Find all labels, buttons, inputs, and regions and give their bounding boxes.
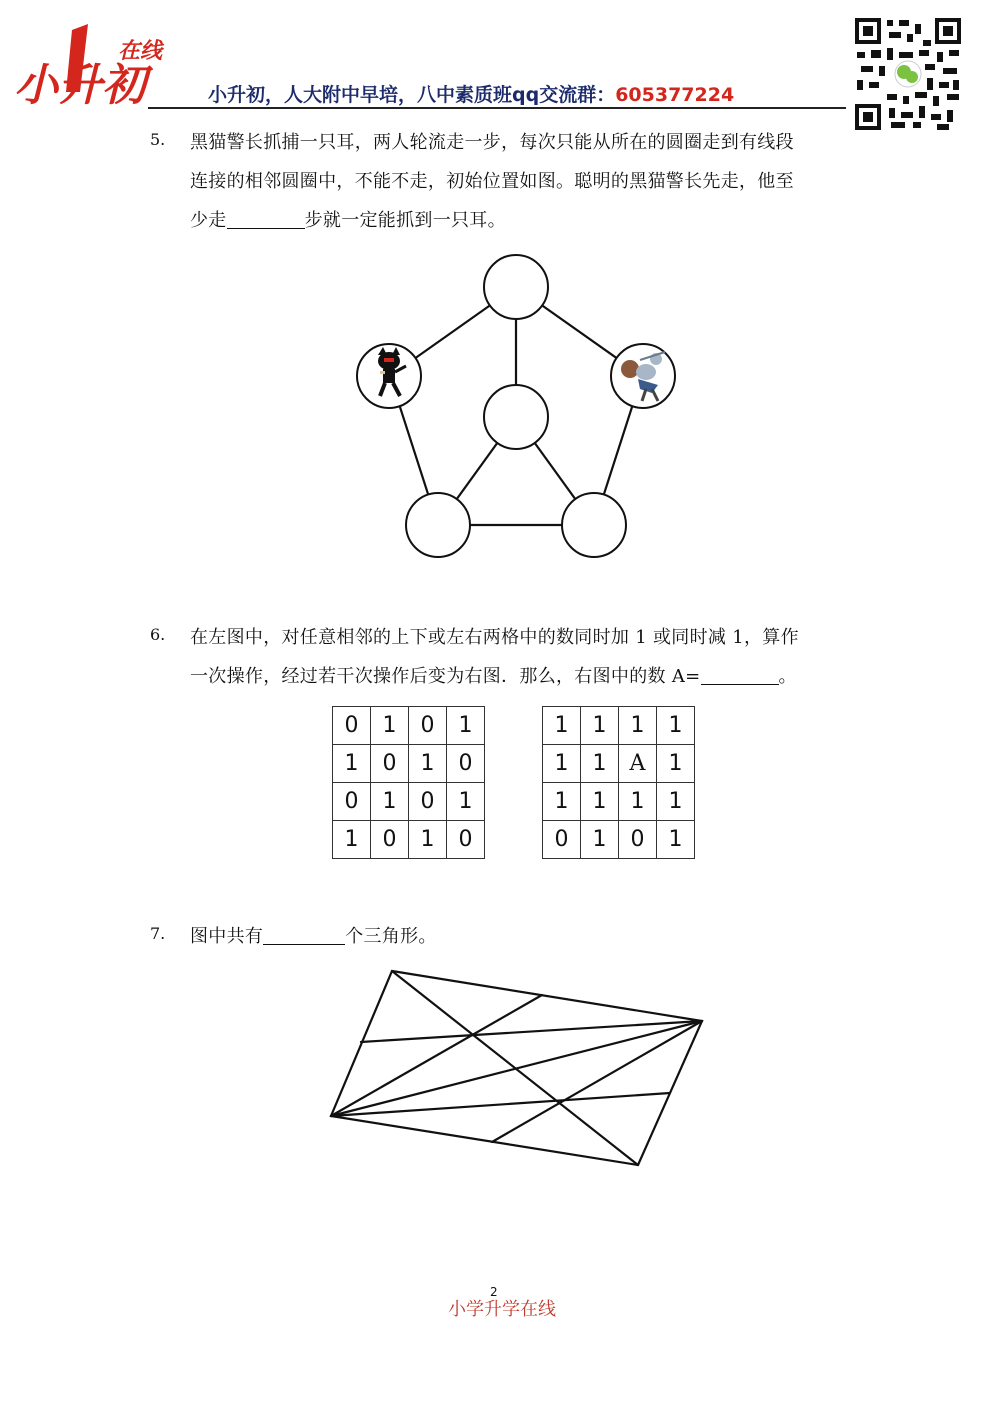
grid-cell: 0 [371, 745, 409, 783]
question-6-line-2: 一次操作，经过若干次操作后变为右图．那么，右图中的数 A= 。 [190, 666, 797, 687]
inner-line [331, 995, 542, 1116]
inner-line [361, 1021, 702, 1042]
grid-cell: 1 [581, 707, 619, 745]
grid-cell: 1 [333, 821, 371, 859]
grid-cell: 0 [447, 745, 485, 783]
grid-row [333, 745, 485, 783]
site-logo [10, 22, 175, 108]
svg-text:小升初: 小升初 [14, 60, 146, 108]
node-center [484, 385, 548, 449]
grid-row [543, 783, 695, 821]
diagonal-line [331, 1021, 702, 1116]
grid-cell: 0 [447, 821, 485, 859]
grid-cell: 1 [619, 707, 657, 745]
node-bottom-left [406, 493, 470, 557]
pentagon-graph-figure [340, 245, 680, 565]
inner-line [331, 1093, 670, 1116]
grid-row [543, 821, 695, 859]
grid-cell: 1 [333, 745, 371, 783]
question-7-line: 图中共有 个三角形。 [190, 926, 437, 947]
grid-cell: 1 [657, 745, 695, 783]
grid-cell-a: A [619, 745, 657, 783]
right-number-grid [542, 706, 695, 859]
grid-cell: 0 [371, 821, 409, 859]
grid-cell: 0 [619, 821, 657, 859]
footer-brand: 小学升学在线 [448, 1299, 556, 1320]
node-bottom-right [562, 493, 626, 557]
grid-row [543, 745, 695, 783]
grid-cell: 1 [543, 707, 581, 745]
question-5-line-3: 少走 步就一定能抓到一只耳。 [190, 210, 506, 231]
svg-text:在线: 在线 [118, 39, 163, 64]
question-5-line-2: 连接的相邻圆圈中，不能不走，初始位置如图。聪明的黑猫警长先走，他至 [190, 171, 794, 192]
page-number: 2 [490, 1285, 498, 1299]
answer-blank-5[interactable] [227, 210, 305, 229]
grid-cell: 1 [543, 745, 581, 783]
grid-cell: 1 [619, 783, 657, 821]
grid-cell: 0 [409, 783, 447, 821]
grid-cell: 0 [333, 783, 371, 821]
grid-cell: 1 [581, 821, 619, 859]
grid-cell: 1 [657, 821, 695, 859]
grid-cell: 1 [581, 783, 619, 821]
grid-row [543, 707, 695, 745]
left-number-grid [332, 706, 485, 859]
question-6-line-1: 在左图中，对任意相邻的上下或左右两格中的数同时加 1 或同时减 1，算作 [190, 627, 799, 648]
qq-number: 605377224 [615, 84, 735, 106]
triangle-figure [325, 965, 710, 1175]
node-top [484, 255, 548, 319]
grid-cell: 1 [447, 707, 485, 745]
grid-row [333, 707, 485, 745]
grid-cell: 0 [409, 707, 447, 745]
qr-code [853, 16, 963, 132]
grid-cell: 1 [543, 783, 581, 821]
header-banner: 小升初，人大附中早培，八中素质班qq交流群：605377224 [208, 84, 735, 106]
question-5-line-1: 黑猫警长抓捕一只耳，两人轮流走一步，每次只能从所在的圆圈走到有线段 [190, 132, 794, 153]
grid-cell: 1 [371, 783, 409, 821]
grid-cell: 1 [409, 745, 447, 783]
grid-row [333, 783, 485, 821]
grid-cell: 0 [333, 707, 371, 745]
grid-cell: 1 [657, 707, 695, 745]
answer-blank-7[interactable] [263, 926, 345, 945]
grid-cell: 0 [543, 821, 581, 859]
question-5-number: 5. [150, 130, 166, 149]
grid-cell: 1 [409, 821, 447, 859]
grid-cell: 1 [447, 783, 485, 821]
header-divider [148, 107, 846, 109]
inner-line [492, 1021, 702, 1142]
grid-row [333, 821, 485, 859]
grid-cell: 1 [657, 783, 695, 821]
grid-cell: 1 [371, 707, 409, 745]
question-7-number: 7. [150, 924, 166, 943]
grid-cell: 1 [581, 745, 619, 783]
question-6-number: 6. [150, 625, 166, 644]
answer-blank-6[interactable] [701, 666, 779, 685]
